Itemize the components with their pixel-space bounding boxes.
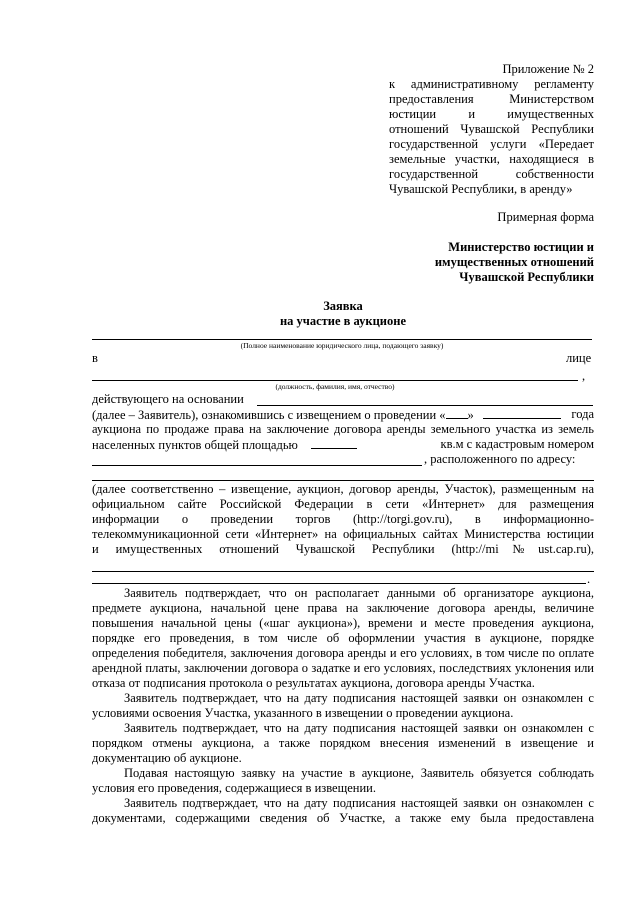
notice-day-field[interactable] — [446, 407, 468, 419]
document-title — [92, 299, 594, 329]
face-label: лице — [566, 351, 592, 365]
end-dot: . — [587, 572, 591, 586]
info-line: информации о проведении торгов (http://torgi.gov.ru), в информационно- — [92, 512, 594, 526]
area-line — [92, 437, 594, 453]
publication-info — [92, 482, 594, 557]
reg-line: Чувашской Республики, в аренду» — [389, 182, 573, 196]
info-line: телекоммуникационной сети «Интернет» на официальных сайтах Министерства юстиции — [92, 527, 594, 541]
position-hint: (должность, фамилия, имя, отчество) — [275, 382, 395, 391]
address-label: , расположенного по адресу: — [424, 452, 576, 466]
reg-line: предоставления Министерством — [389, 92, 594, 106]
title-line-2: на участие в аукционе — [279, 314, 407, 328]
applicant-line — [92, 407, 594, 423]
address-field[interactable] — [92, 480, 594, 481]
cadastral-number-field[interactable] — [92, 465, 422, 466]
ministry-line: имущественных отношений — [434, 255, 594, 269]
basis-field[interactable] — [257, 405, 593, 406]
reg-line: государственной услуги «Передает — [389, 137, 594, 151]
applicant-close-quote: » — [467, 408, 474, 422]
reg-line: земельные участки, находящиеся в — [389, 152, 594, 166]
paragraph-cancellation: Заявитель подтверждает, что на дату подписания настоящей заявки он ознакомлен с порядком отмены аукциона, а также порядком внесения изменений в извещение и документацию об аукционе. — [92, 721, 594, 765]
position-comma: , — [582, 369, 586, 383]
paragraph-documents: Заявитель подтверждает, что на дату подписания настоящей заявки он ознакомлен с документами, содержащими сведения об Участке, а также ему была предоставлена — [92, 796, 594, 825]
acting-basis-label: действующего на основании — [92, 392, 244, 406]
paragraph-conditions: Заявитель подтверждает, что на дату подписания настоящей заявки он ознакомлен с условиями освоения Участка, указанного в извещении о проведении аукциона. — [92, 691, 594, 720]
legal-name-field[interactable] — [92, 339, 592, 340]
notice-month-field[interactable] — [483, 407, 561, 419]
cadastral-label: кв.м с кадастровым номером — [440, 437, 594, 451]
ministry-addressee — [360, 240, 594, 285]
area-field[interactable] — [311, 437, 357, 449]
area-label: населенных пунктов общей площадью — [92, 438, 298, 452]
in-label: в — [92, 351, 98, 365]
ministry-line: Министерство юстиции и — [448, 240, 594, 254]
paragraph-data-awareness: Заявитель подтверждает, что он располагает данными об организаторе аукциона, предмете аукциона, начальной цене права на заключение договора аренды, величине повышения начальной цены («шаг аукциона»), времени и месте проведения аукциона, порядке его проведения, в том числе об оформлении участия в аукционе, порядке определения победителя, заключения договора аренды и его условиях, в том числе по оплате арендной платы, заключении договора о задатке и его условиях, последствиях уклонения или отказа от подписания протокола о результатах аукциона, договора аренды Участка. — [92, 586, 594, 690]
appendix-number: Приложение № 2 — [502, 62, 594, 76]
reg-line: государственной собственности — [389, 167, 594, 181]
regulation-reference — [389, 77, 594, 197]
year-label: года — [571, 407, 594, 421]
info-line: (далее соответственно – извещение, аукцион, договор аренды, Участок), размещенным на — [92, 482, 594, 496]
position-field[interactable] — [92, 380, 578, 381]
reg-line: отношений Чувашской Республики — [389, 122, 594, 136]
reg-line: к административному регламенту — [389, 77, 594, 91]
ministry-line: Чувашской Республики — [459, 270, 594, 284]
extra-line-2[interactable] — [92, 583, 586, 584]
title-line-1: Заявка — [323, 299, 363, 313]
info-line: официальном сайте Российской Федерации в сети «Интернет» для размещения — [92, 497, 594, 511]
applicant-text: (далее – Заявитель), ознакомившись с извещением о проведении « — [92, 408, 446, 422]
auction-line: аукциона по продаже права на заключение договора аренды земельного участка из земель — [92, 422, 594, 436]
paragraph-obligation: Подавая настоящую заявку на участие в аукционе, Заявитель обязуется соблюдать условия его проведения, содержащиеся в извещении. — [92, 766, 594, 795]
legal-name-hint: (Полное наименование юридического лица, подающего заявку) — [240, 341, 444, 350]
sample-form-label: Примерная форма — [497, 210, 594, 224]
info-line: и имущественных отношений Чувашской Республики (http://mi№ust.cap.ru), — [92, 542, 594, 556]
reg-line: юстиции и имущественных — [389, 107, 594, 121]
terms-section — [92, 586, 594, 826]
extra-line-1[interactable] — [92, 571, 594, 572]
